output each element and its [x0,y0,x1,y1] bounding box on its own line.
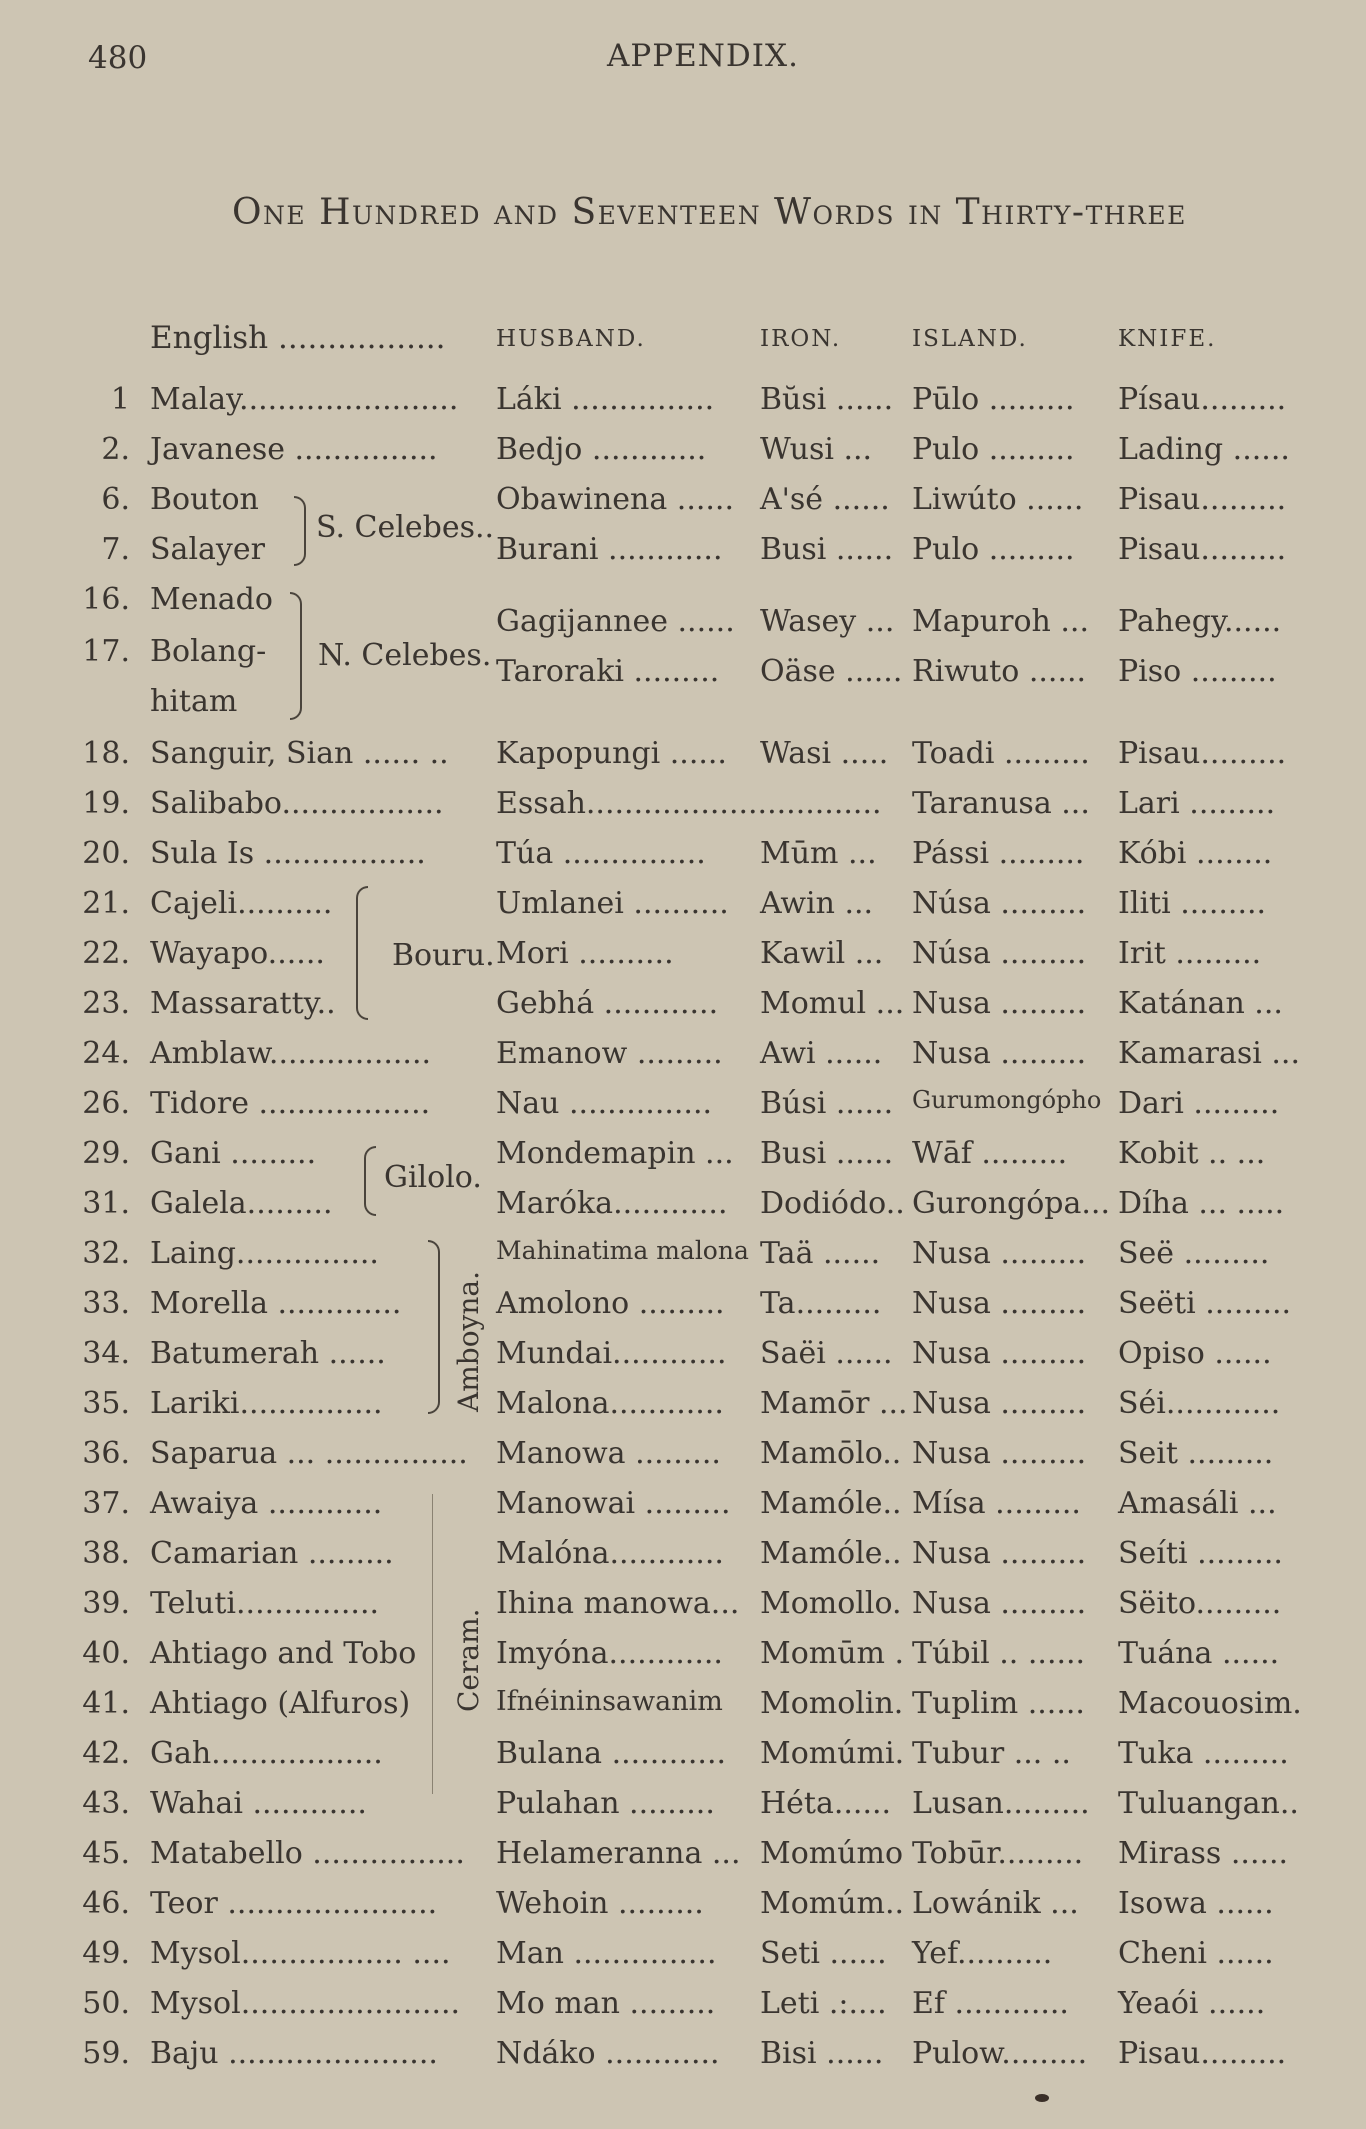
cell-husband: Manowai ......... [496,1486,731,1521]
cell-iron: Mamóle.. [760,1486,902,1521]
cell-husband: Kapopungi ...... [496,736,727,771]
table-row [0,936,1366,980]
header-english: English ................. [150,320,446,356]
cell-lang: Batumerah ...... [150,1336,386,1371]
table-row [0,986,1366,1030]
cell-iron: Saëi ...... [760,1336,893,1371]
cell-knife: Pahegy...... [1118,604,1282,639]
cell-island: Nusa ......... [912,986,1087,1021]
cell-lang: Amblaw................. [150,1036,432,1071]
cell-husband: Burani ............ [496,532,723,567]
cell-lang: Mysol................. .... [150,1936,451,1971]
brace-bouru [356,886,368,1020]
cell-iron: Momūm . [760,1636,905,1671]
cell-iron: Bŭsi ...... [760,382,894,417]
cell-num: 37. [82,1486,130,1521]
cell-island: Wāf ......... [912,1136,1068,1171]
cell-island: Tubur ... .. [912,1736,1071,1771]
cell-num: 59. [82,2036,130,2071]
cell-island: Gurumongópho [912,1086,1102,1114]
cell-island: Núsa ......... [912,936,1087,971]
cell-knife: Lari ......... [1118,786,1276,821]
table-row [0,1536,1366,1580]
cell-island: Riwuto ...... [912,654,1087,689]
cell-num: 42. [82,1736,130,1771]
cell-num: 22. [82,936,130,971]
cell-knife: Mirass ...... [1118,1836,1289,1871]
cell-iron: Seti ...... [760,1936,887,1971]
cell-lang: Sula Is ................. [150,836,426,871]
cell-iron: Wasi ..... [760,736,889,771]
ink-spot [1035,2094,1049,2102]
cell-num: 21. [82,886,130,921]
cell-num: 24. [82,1036,130,1071]
cell-knife: Kobit .. ... [1118,1136,1266,1171]
cell-num: 50. [82,1986,130,2021]
table-row [0,382,1366,426]
cell-knife: Lading ...... [1118,432,1290,467]
cell-iron: A'sé ...... [760,482,890,517]
cell-num: 18. [82,736,130,771]
header-island: ISLAND. [912,326,1028,352]
cell-knife: Pisau......... [1118,2036,1287,2071]
table-row [0,1986,1366,2030]
cell-island: Ef ............ [912,1986,1069,2021]
cell-husband: Maróka............ [496,1186,728,1221]
cell-lang: Bouton [150,482,259,517]
cell-island: Nusa ......... [912,1536,1087,1571]
cell-knife: Kóbi ........ [1118,836,1273,871]
table-row [0,532,1366,576]
cell-island: Nusa ......... [912,1436,1087,1471]
cell-husband: Bedjo ............ [496,432,707,467]
table-row [0,786,1366,830]
cell-knife: Kamarasi ... [1118,1036,1300,1071]
group-label-bouru: Bouru. [392,938,495,973]
table-row [0,1086,1366,1130]
cell-husband: Man ............... [496,1936,717,1971]
cell-knife: Iliti ......... [1118,886,1267,921]
table-row [0,1886,1366,1930]
cell-husband: Essah............................... [496,786,882,821]
cell-husband: Ihina manowa... [496,1586,740,1621]
table-row [0,1036,1366,1080]
cell-husband: Túa ............... [496,836,706,871]
cell-lang: Malay....................... [150,382,459,417]
cell-lang: Cajeli.......... [150,886,333,921]
cell-lang: Teor ...................... [150,1886,438,1921]
cell-num: 34. [82,1336,130,1371]
cell-knife: Pisau......... [1118,532,1287,567]
cell-husband: Ifnéininsawanim [496,1686,723,1717]
cell-iron: Wasey ... [760,604,895,639]
cell-husband: Manowa ......... [496,1436,721,1471]
cell-knife: Seëti ......... [1118,1286,1292,1321]
cell-lang: Salayer [150,532,265,567]
cell-iron: Awin ... [760,886,874,921]
page-title: One Hundred and Seventeen Words in Thirty-three [232,192,1187,233]
cell-island: Pássi ......... [912,836,1085,871]
cell-lang: Baju ...................... [150,2036,438,2071]
table-row [0,1936,1366,1980]
brace-gilolo [364,1146,376,1216]
cell-iron: Momolin. [760,1686,904,1721]
cell-num: 19. [82,786,130,821]
cell-lang: Tidore .................. [150,1086,431,1121]
cell-lang: Gah.................. [150,1736,383,1771]
cell-knife: Seíti ......... [1118,1536,1283,1571]
cell-iron: Kawil ... [760,936,884,971]
group-label-s-celebes: S. Celebes.. [316,510,495,545]
cell-husband: Emanow ......... [496,1036,723,1071]
cell-husband: Taroraki ......... [496,654,720,689]
table-row [0,2036,1366,2080]
cell-lang: Mysol....................... [150,1986,461,2021]
cell-iron: Busi ...... [760,532,894,567]
cell-island: Pulo ......... [912,532,1075,567]
cell-lang: Morella ............. [150,1286,402,1321]
cell-lang: Wahai ............ [150,1786,367,1821]
group-label-gilolo: Gilolo. [384,1160,482,1195]
cell-knife: Seit ......... [1118,1436,1274,1471]
table-row [0,1286,1366,1330]
cell-num: 17. [82,634,130,669]
cell-num: 38. [82,1536,130,1571]
table-row [0,1736,1366,1780]
running-head: APPENDIX. [607,38,799,74]
cell-lang: Sanguir, Sian ...... .. [150,736,449,771]
table-row [0,1836,1366,1880]
group-label-ceram: Ceram. [452,1608,485,1712]
cell-husband: Láki ............... [496,382,715,417]
cell-husband: Imyóna............ [496,1636,723,1671]
brace-s-celebes [294,496,306,566]
table-row [0,432,1366,476]
cell-lang: Galela......... [150,1186,333,1221]
cell-iron: Momúm.. [760,1886,905,1921]
cell-knife: Seë ......... [1118,1236,1270,1271]
cell-knife: Amasáli ... [1118,1486,1277,1521]
cell-iron: Búsi ...... [760,1086,894,1121]
cell-husband: Mori .......... [496,936,674,971]
cell-husband: Helameranna ... [496,1836,741,1871]
cell-num: 36. [82,1436,130,1471]
table-row [0,1136,1366,1180]
header-iron: IRON. [760,326,842,352]
group-label-amboyna: Amboyna. [452,1271,485,1412]
cell-iron: Mūm ... [760,836,877,871]
cell-island: Túbil .. ...... [912,1636,1086,1671]
cell-husband: Nau ............... [496,1086,713,1121]
cell-island: Gurongópa... [912,1186,1110,1221]
group-label-n-celebes: N. Celebes. [318,638,492,673]
column-header-row [0,320,1366,364]
cell-knife: Písau......... [1118,382,1287,417]
cell-husband: Amolono ......... [496,1286,725,1321]
table-row [0,836,1366,880]
table-row [0,886,1366,930]
cell-knife: Tuka ......... [1118,1736,1289,1771]
cell-island: Taranusa ... [912,786,1090,821]
cell-iron: Leti .:.... [760,1986,887,2021]
cell-island: Nusa ......... [912,1236,1087,1271]
cell-num: 35. [82,1386,130,1421]
cell-num: 26. [82,1086,130,1121]
cell-lang: hitam [150,684,238,719]
cell-husband: Gebhá ............ [496,986,719,1021]
cell-iron: Busi ...... [760,1136,894,1171]
cell-iron: Wusi ... [760,432,873,467]
cell-num: 20. [82,836,130,871]
cell-num: 45. [82,1836,130,1871]
cell-lang: Javanese ............... [150,432,438,467]
cell-num: 43. [82,1786,130,1821]
cell-island: Nusa ......... [912,1586,1087,1621]
cell-iron: Momúmo [760,1836,904,1871]
cell-iron: Momollo. [760,1586,902,1621]
cell-iron: Héta...... [760,1786,892,1821]
cell-iron: Taä ...... [760,1236,881,1271]
cell-knife: Irit ......... [1118,936,1262,971]
cell-husband: Mo man ......... [496,1986,716,2021]
cell-iron: Momúmi. [760,1736,905,1771]
cell-iron: Oäse ...... [760,654,903,689]
cell-knife: Sëito......... [1118,1586,1282,1621]
cell-iron: Mamóle.. [760,1536,902,1571]
cell-lang: Wayapo...... [150,936,325,971]
cell-num: 1 [110,382,130,417]
cell-knife: Cheni ...... [1118,1936,1274,1971]
cell-lang: Camarian ......... [150,1536,394,1571]
table-row [0,736,1366,780]
cell-knife: Katánan ... [1118,986,1283,1021]
cell-island: Mapuroh ... [912,604,1089,639]
cell-island: Pulo ......... [912,432,1075,467]
cell-husband: Malona............ [496,1386,724,1421]
cell-num: 32. [82,1236,130,1271]
cell-num: 31. [82,1186,130,1221]
cell-husband: Mondemapin ... [496,1136,734,1171]
cell-husband: Obawinena ...... [496,482,734,517]
cell-husband: Ndáko ............ [496,2036,720,2071]
table-row [0,1486,1366,1530]
cell-husband: Mahinatima malona [496,1236,749,1265]
cell-lang: Ahtiago and Tobo [150,1636,417,1671]
cell-iron: Dodiódo.. [760,1186,905,1221]
cell-iron: Mamōr ... [760,1386,908,1421]
cell-husband: Gagijannee ...... [496,604,735,639]
cell-num: 40. [82,1636,130,1671]
cell-lang: Matabello ................ [150,1836,465,1871]
header-knife: KNIFE. [1118,326,1217,352]
cell-iron: Mamōlo.. [760,1436,902,1471]
cell-knife: Díha ... ..... [1118,1186,1285,1221]
cell-lang: Gani ......... [150,1136,317,1171]
cell-iron: Ta......... [760,1286,882,1321]
cell-island: Toadi ......... [912,736,1090,771]
cell-island: Pulow......... [912,2036,1088,2071]
cell-num: 7. [101,532,130,567]
table-row [0,684,1366,728]
cell-lang: Lariki............... [150,1386,383,1421]
cell-iron: Bisi ...... [760,2036,884,2071]
cell-knife: Opiso ...... [1118,1336,1272,1371]
cell-island: Nusa ......... [912,1386,1087,1421]
cell-num: 41. [82,1686,130,1721]
cell-husband: Wehoin ......... [496,1886,704,1921]
cell-island: Lowánik ... [912,1886,1079,1921]
cell-knife: Yeaói ...... [1118,1986,1266,2021]
cell-num: 33. [82,1286,130,1321]
table-row [0,1236,1366,1280]
cell-lang: Laing............... [150,1236,379,1271]
cell-island: Tuplim ...... [912,1686,1085,1721]
cell-husband: Umlanei .......... [496,886,729,921]
cell-num: 23. [82,986,130,1021]
page-number: 480 [88,40,148,76]
cell-island: Nusa ......... [912,1036,1087,1071]
cell-island: Liwúto ...... [912,482,1084,517]
cell-island: Mísa ......... [912,1486,1081,1521]
cell-husband: Pulahan ......... [496,1786,715,1821]
cell-num: 46. [82,1886,130,1921]
brace-ceram [432,1494,433,1794]
cell-num: 29. [82,1136,130,1171]
cell-lang: Massaratty.. [150,986,336,1021]
cell-knife: Pisau......... [1118,482,1287,517]
table-row [0,1586,1366,1630]
table-row [0,1186,1366,1230]
cell-island: Yef.......... [912,1936,1053,1971]
cell-num: 6. [101,482,130,517]
cell-lang: Teluti............... [150,1586,380,1621]
cell-knife: Tuána ...... [1118,1636,1280,1671]
cell-knife: Pisau......... [1118,736,1287,771]
cell-husband: Bulana ............ [496,1736,727,1771]
table-row [0,1636,1366,1680]
cell-knife: Isowa ...... [1118,1886,1274,1921]
cell-island: Núsa ......... [912,886,1087,921]
table-row [0,1436,1366,1480]
cell-num: 2. [101,432,130,467]
cell-knife: Piso ......... [1118,654,1277,689]
cell-lang: Saparua ... ............... [150,1436,468,1471]
cell-knife: Macouosim. [1118,1686,1302,1721]
table-row [0,1386,1366,1430]
table-row [0,1786,1366,1830]
table-row [0,482,1366,526]
cell-num: 39. [82,1586,130,1621]
cell-lang: Salibabo................. [150,786,444,821]
cell-iron: Awi ...... [760,1036,883,1071]
cell-num: 49. [82,1936,130,1971]
cell-island: Nusa ......... [912,1286,1087,1321]
cell-island: Pūlo ......... [912,382,1075,417]
cell-iron: Momul ... [760,986,905,1021]
cell-lang: Awaiya ............ [150,1486,383,1521]
cell-lang: Bolang- [150,634,267,669]
cell-island: Nusa ......... [912,1336,1087,1371]
cell-knife: Dari ......... [1118,1086,1280,1121]
cell-husband: Mundai............ [496,1336,727,1371]
brace-n-celebes [290,592,302,720]
table-row [0,1686,1366,1730]
cell-husband: Malóna............ [496,1536,724,1571]
table-row [0,1336,1366,1380]
cell-lang: Menado [150,582,273,617]
cell-lang: Ahtiago (Alfuros) [150,1686,411,1721]
cell-knife: Séi............ [1118,1386,1281,1421]
cell-island: Tobūr......... [912,1836,1084,1871]
cell-island: Lusan......... [912,1786,1090,1821]
brace-amboyna [428,1240,440,1414]
header-husband: HUSBAND. [496,326,646,352]
cell-knife: Tuluangan.. [1118,1786,1299,1821]
cell-num: 16. [82,582,130,617]
